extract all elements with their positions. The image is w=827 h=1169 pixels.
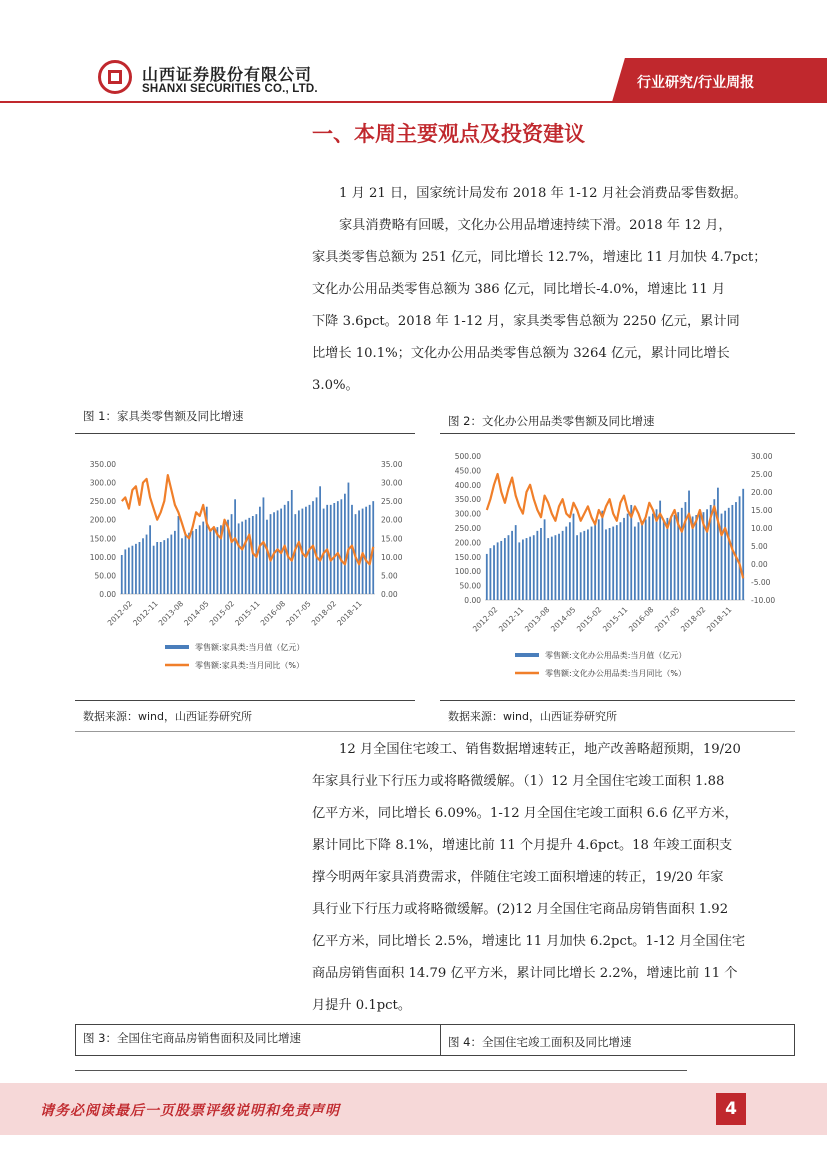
bar [515, 525, 517, 600]
bar [735, 502, 737, 600]
right-axis-tick-label: 5.00 [751, 542, 768, 551]
bar [362, 509, 364, 594]
bar [609, 528, 611, 600]
bar [601, 511, 603, 600]
left-axis-tick-label: 200.00 [454, 538, 481, 548]
bar [241, 522, 243, 594]
bar [153, 546, 155, 594]
left-axis-tick-label: 250.00 [454, 524, 481, 533]
figure-2-title: 图 2：文化办公用品类零售额及同比增速 [448, 414, 655, 428]
figure-2-source: 数据来源：wind，山西证券研究所 [448, 710, 618, 723]
paragraph-line: 下降 3.6pct。2018 年 1-12 月，家具类零售总额为 2250 亿元，累计同 [312, 314, 740, 329]
right-axis-tick-label: -10.00 [751, 596, 776, 605]
source-divider [75, 731, 795, 732]
yoy-growth-line [122, 475, 373, 564]
left-axis-tick-label: 400.00 [454, 480, 481, 490]
bar [287, 501, 289, 594]
right-axis-tick-label: 25.00 [381, 497, 403, 507]
bar [594, 524, 596, 600]
x-axis-tick-label: 2017-05 [652, 605, 682, 634]
bar [316, 497, 318, 594]
paragraph-2 [312, 734, 767, 1022]
bar [500, 541, 502, 600]
bar [536, 531, 538, 600]
bar [605, 529, 607, 600]
bar [518, 542, 520, 600]
left-axis-tick-label: 0.00 [464, 596, 481, 605]
paragraph-line: 家具类零售总额为 251 亿元，同比增长 12.7%，增速比 11 月加快 4.7pct； [312, 250, 767, 265]
right-axis-tick-label: 0.00 [751, 560, 768, 569]
bar [348, 483, 350, 594]
left-axis-tick-label: 450.00 [454, 466, 481, 476]
bar [224, 523, 226, 594]
bar [340, 499, 342, 594]
bar [202, 522, 204, 594]
bar [369, 505, 371, 594]
bar [167, 538, 169, 594]
bar [620, 522, 622, 600]
bar [721, 514, 723, 600]
bar [185, 535, 187, 594]
bar [666, 518, 668, 600]
bottom-divider [75, 1070, 687, 1071]
bar [685, 502, 687, 600]
bar [742, 489, 744, 600]
right-axis-tick-label: 15.00 [751, 506, 773, 515]
yoy-growth-line [487, 474, 743, 578]
bar [128, 548, 130, 594]
bar [713, 499, 715, 600]
figure-1-top-rule [75, 433, 415, 434]
bar [569, 522, 571, 600]
bar [486, 554, 488, 600]
bar [248, 518, 250, 594]
bar [630, 505, 632, 600]
x-axis-tick-label: 2015-11 [600, 605, 630, 634]
paragraph-line: 撑今明两年家具消费需求，伴随住宅竣工面积增速的转正，19/20 年家 [312, 870, 724, 885]
bar [573, 514, 575, 600]
paragraph-line: 具行业下行压力或将略微缓解。(2)12 月全国住宅商品房销售面积 1.92 [312, 902, 729, 917]
x-axis-tick-label: 2015-11 [233, 599, 262, 628]
left-axis-tick-label: 0.00 [99, 590, 116, 599]
company-name-en: SHANXI SECURITIES CO., LTD. [142, 83, 318, 95]
right-axis-tick-label: 35.00 [381, 460, 403, 469]
company-name-cn: 山西证券股份有限公司 [142, 65, 313, 84]
bar [612, 527, 614, 600]
figure-1-title: 图 1：家具类零售额及同比增速 [83, 409, 244, 423]
bar [728, 508, 730, 600]
paragraph-line: 比增长 10.1%；文化办公用品类零售总额为 3264 亿元，累计同比增长 [312, 346, 730, 361]
right-axis-tick-label: 10.00 [381, 552, 403, 562]
page-number: 4 [716, 1093, 746, 1125]
bar [344, 494, 346, 594]
left-axis-tick-label: 300.00 [89, 478, 116, 488]
x-axis-tick-label: 2012-11 [496, 605, 526, 634]
bar [555, 535, 557, 600]
company-logo-icon [98, 60, 132, 94]
bar [529, 537, 531, 600]
bar [142, 538, 144, 594]
bar [695, 515, 697, 600]
bar [291, 490, 293, 594]
bar [551, 537, 553, 600]
left-axis-tick-label: 200.00 [89, 515, 116, 525]
bar [544, 519, 546, 600]
bar [181, 538, 183, 594]
bar [163, 540, 165, 594]
bar [681, 508, 683, 600]
left-axis-tick-label: 350.00 [89, 460, 116, 469]
bar [565, 527, 567, 600]
legend-line-label: 零售额:家具类:当月同比（%） [195, 661, 304, 670]
bar [583, 531, 585, 600]
bar [266, 520, 268, 594]
left-axis-tick-label: 100.00 [454, 567, 481, 577]
bar [504, 538, 506, 600]
bar [688, 491, 690, 600]
bar [170, 535, 172, 594]
bar [580, 532, 582, 600]
bar [724, 511, 726, 600]
bar [674, 515, 676, 600]
x-axis-tick-label: 2018-02 [678, 605, 708, 634]
right-axis-tick-label: 15.00 [381, 534, 403, 544]
bar [195, 529, 197, 594]
bar [616, 525, 618, 600]
bar [319, 486, 321, 594]
x-axis-tick-label: 2018-11 [335, 599, 364, 628]
figure-1-chart [75, 440, 415, 695]
bar [146, 535, 148, 594]
bar [558, 534, 560, 600]
right-axis-tick-label: 20.00 [381, 515, 403, 525]
bar [508, 535, 510, 600]
x-axis-tick-label: 2016-08 [626, 605, 656, 634]
bar [623, 518, 625, 600]
bar [358, 510, 360, 594]
paragraph-line: 1 月 21 日，国家统计局发布 2018 年 1-12 月社会消费品零售数据。 [339, 186, 747, 201]
bar [333, 503, 335, 594]
right-axis-tick-label: 30.00 [751, 452, 773, 461]
bar [121, 555, 123, 594]
bar [238, 523, 240, 594]
bar [213, 527, 215, 594]
left-axis-tick-label: 500.00 [454, 452, 481, 461]
right-axis-tick-label: 30.00 [381, 478, 403, 488]
right-axis-tick-label: 20.00 [751, 488, 773, 497]
x-axis-tick-label: 2014-05 [182, 599, 211, 628]
bar [298, 510, 300, 594]
bar [638, 522, 640, 600]
figure-4-title: 图 4：全国住宅竣工面积及同比增速 [448, 1035, 632, 1049]
bar [231, 514, 233, 594]
bar [699, 514, 701, 600]
x-axis-tick-label: 2012-02 [105, 599, 135, 628]
x-axis-tick-label: 2013-08 [156, 599, 186, 628]
bar [522, 540, 524, 600]
bar [493, 545, 495, 600]
bar [540, 528, 542, 600]
x-axis-tick-label: 2013-08 [522, 605, 552, 634]
bar [645, 519, 647, 600]
legend-bar-label: 零售额:家具类:当月值（亿元） [195, 643, 305, 652]
bar [511, 531, 513, 600]
bar [192, 531, 194, 594]
bar [739, 496, 741, 600]
left-axis-tick-label: 300.00 [454, 509, 481, 519]
bar [156, 542, 158, 594]
left-axis-tick-label: 50.00 [459, 581, 481, 591]
x-axis-tick-label: 2015-02 [574, 605, 604, 634]
bar [587, 529, 589, 600]
bar [277, 510, 279, 594]
bar [547, 538, 549, 600]
paragraph-line: 文化办公用品类零售总额为 386 亿元，同比增长-4.0%，增速比 11 月 [312, 282, 726, 297]
x-axis-tick-label: 2018-11 [704, 605, 734, 634]
left-axis-tick-label: 100.00 [89, 552, 116, 562]
x-axis-tick-label: 2016-08 [258, 599, 288, 628]
right-axis-tick-label: -5.00 [751, 578, 771, 587]
figure-1-bottom-rule [75, 700, 415, 701]
x-axis-tick-label: 2018-02 [309, 599, 339, 628]
legend-bar-label: 零售额:文化办公用品类:当月值（亿元） [545, 651, 687, 660]
bar [641, 521, 643, 600]
legend-bar-swatch [515, 653, 539, 657]
bar [663, 521, 665, 600]
bar [270, 514, 272, 594]
bar [670, 516, 672, 600]
paragraph-line: 12 月全国住宅竣工、销售数据增速转正，地产改善略超预期，19/20 [339, 742, 741, 757]
paragraph-line: 亿平方米，同比增长 2.5%，增速比 11 月加快 6.2pct。1-12 月全国住宅 [312, 934, 746, 949]
x-axis-tick-label: 2012-02 [470, 605, 500, 634]
bar [365, 507, 367, 594]
bar [648, 516, 650, 600]
left-axis-tick-label: 250.00 [89, 497, 116, 507]
bar [627, 514, 629, 600]
bar [576, 535, 578, 600]
figure-2-top-rule [440, 433, 795, 434]
x-axis-tick-label: 2014-05 [548, 605, 578, 634]
figure-table-divider [440, 1024, 441, 1056]
bar [132, 546, 134, 594]
bar [217, 527, 219, 594]
figure-1-source: 数据来源：wind，山西证券研究所 [83, 710, 253, 723]
bar [178, 516, 180, 594]
bar [337, 501, 339, 594]
bar [562, 531, 564, 600]
bar [490, 548, 492, 600]
figure-2-chart [440, 440, 795, 695]
x-axis-tick-label: 2017-05 [284, 599, 313, 628]
bar [598, 519, 600, 600]
right-axis-tick-label: 0.00 [381, 590, 398, 599]
bar [245, 520, 247, 594]
bar [199, 525, 201, 594]
paragraph-line: 亿平方米，同比增长 6.09%。1-12 月全国住宅竣工面积 6.6 亿平方米， [312, 806, 738, 821]
paragraph-line: 商品房销售面积 14.79 亿平方米，累计同比增长 2.2%，增速比前 11 个 [312, 966, 738, 981]
x-axis-tick-label: 2015-02 [207, 599, 237, 628]
bar [533, 535, 535, 600]
bar [209, 531, 211, 594]
bar [149, 525, 151, 594]
category-label: 行业研究/行业周报 [637, 75, 755, 91]
bar [497, 542, 499, 600]
paragraph-line: 累计同比下降 8.1%，增速比前 11 个月提升 4.6pct。18 年竣工面积支 [312, 838, 733, 853]
bar [656, 509, 658, 600]
legend-bar-swatch [165, 645, 189, 649]
x-axis-tick-label: 2012-11 [131, 599, 160, 628]
left-axis-tick-label: 150.00 [454, 552, 481, 562]
bar [188, 533, 190, 594]
paragraph-line: 年家具行业下行压力或将略微缓解。（1）12 月全国住宅竣工面积 1.88 [312, 774, 725, 789]
legend-line-label: 零售额:文化办公用品类:当月同比（%） [545, 669, 686, 678]
paragraph-1 [312, 178, 767, 402]
figure-2-bottom-rule [440, 700, 795, 701]
figure-3-title: 图 3：全国住宅商品房销售面积及同比增速 [83, 1031, 301, 1045]
left-axis-tick-label: 350.00 [454, 495, 481, 505]
paragraph-line: 月提升 0.1pct。 [312, 998, 412, 1013]
bar [652, 514, 654, 600]
bar [174, 531, 176, 594]
bar [234, 499, 236, 594]
bar [591, 527, 593, 600]
section-title: 一、本周主要观点及投资建议 [312, 122, 585, 146]
bar [526, 538, 528, 600]
bar [717, 488, 719, 600]
footer-disclaimer: 请务必阅读最后一页股票评级说明和免责声明 [40, 1103, 340, 1119]
left-axis-tick-label: 50.00 [94, 571, 116, 581]
bar [330, 505, 332, 594]
bar [139, 542, 141, 594]
right-axis-tick-label: 25.00 [751, 470, 773, 479]
header-divider [0, 101, 827, 103]
bar [634, 527, 636, 600]
bar [305, 507, 307, 594]
paragraph-line: 3.0%。 [312, 378, 359, 393]
paragraph-line: 家具消费略有回暖，文化办公用品增速持续下滑。2018 年 12 月， [339, 218, 732, 233]
right-axis-tick-label: 10.00 [751, 524, 773, 533]
left-axis-tick-label: 150.00 [89, 534, 116, 544]
bar [124, 549, 126, 594]
right-axis-tick-label: 5.00 [381, 571, 398, 581]
bar [135, 544, 137, 594]
bar [160, 542, 162, 594]
bar [706, 509, 708, 600]
